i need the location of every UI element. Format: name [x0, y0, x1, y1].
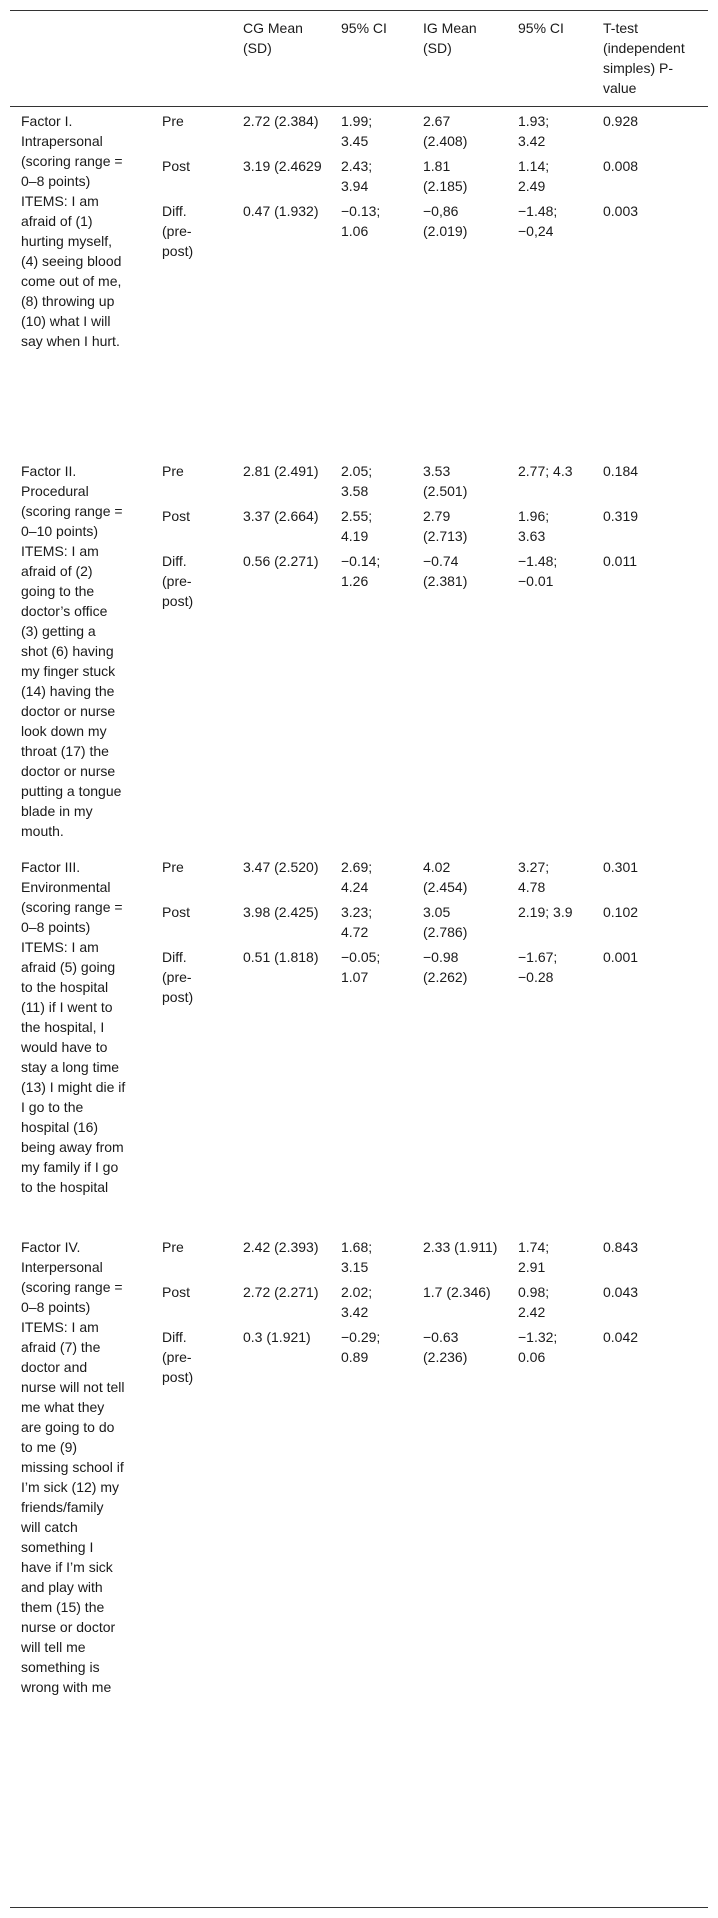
cg-mean-cell: 2.72 (2.384) [243, 113, 319, 129]
p-value-cell: 0.319 [603, 508, 639, 524]
factor-group-3 [10, 857, 708, 1229]
phase-cell: Diff. (pre-post) [162, 949, 194, 1005]
phase-cell: Diff. (pre-post) [162, 553, 194, 609]
ig-ci-cell: −1.67; −0.28 [518, 949, 558, 985]
ig-ci-cell: 1.74; 2.91 [518, 1239, 550, 1275]
ig-mean-cell: 3.53 (2.501) [423, 463, 468, 499]
ig-ci-cell: −1.48; −0.01 [518, 553, 558, 589]
ig-ci-cell: 0.98; 2.42 [518, 1284, 550, 1320]
cg-ci-cell: 2.55; 4.19 [341, 508, 373, 544]
ig-ci-cell: 2.19; 3.9 [518, 904, 573, 920]
table-header-row [10, 11, 708, 107]
ig-ci-cell: 1.96; 3.63 [518, 508, 550, 544]
cg-ci-cell: −0.13; 1.06 [341, 203, 381, 239]
cg-mean-cell: 0.51 (1.818) [243, 949, 319, 965]
ig-mean-cell: 2.79 (2.713) [423, 508, 468, 544]
cg-mean-cell: 3.37 (2.664) [243, 508, 319, 524]
cg-mean-cell: 0.47 (1.932) [243, 203, 319, 219]
factor-label: Factor III. Environmental (scoring range = 0–8 points) ITEMS: I am afraid (5) going to the hospital (11) if I went to the hospital, I would have to stay a long time (13) I might die if I go to the hospital (16) being away from my family if I go to the hospital [21, 859, 126, 1195]
cg-ci-cell: 2.02; 3.42 [341, 1284, 373, 1320]
header-ig-mean: IG Mean (SD) [423, 20, 477, 56]
cg-ci-cell: −0.29; 0.89 [341, 1329, 381, 1365]
ig-mean-cell: −0,86 (2.019) [423, 203, 468, 239]
cg-mean-cell: 2.81 (2.491) [243, 463, 319, 479]
phase-cell: Pre [162, 859, 184, 875]
p-value-cell: 0.102 [603, 904, 639, 920]
ig-ci-cell: 1.14; 2.49 [518, 158, 550, 194]
cg-mean-cell: 3.47 (2.520) [243, 859, 319, 875]
cg-ci-cell: 2.05; 3.58 [341, 463, 373, 499]
factor-group-2 [10, 461, 708, 857]
header-p-value: T-test (independent simples) P-value [603, 20, 685, 96]
cg-ci-cell: −0.05; 1.07 [341, 949, 381, 985]
phase-cell: Diff. (pre-post) [162, 203, 194, 259]
p-value-cell: 0.042 [603, 1329, 639, 1345]
ig-mean-cell: −0.74 (2.381) [423, 553, 468, 589]
cg-ci-cell: 2.69; 4.24 [341, 859, 373, 895]
ig-ci-cell: 2.77; 4.3 [518, 463, 573, 479]
factor-group-1 [10, 111, 708, 446]
ig-ci-cell: 3.27; 4.78 [518, 859, 550, 895]
factor-group-4 [10, 1237, 708, 1695]
phase-cell: Post [162, 158, 191, 174]
phase-cell: Post [162, 508, 191, 524]
phase-cell: Post [162, 1284, 191, 1300]
phase-cell: Diff. (pre-post) [162, 1329, 194, 1385]
results-table [10, 10, 708, 1908]
cg-ci-cell: 1.68; 3.15 [341, 1239, 373, 1275]
cg-mean-cell: 2.72 (2.271) [243, 1284, 319, 1300]
factor-label: Factor IV. Interpersonal (scoring range = 0–8 points) ITEMS: I am afraid (7) the doctor and nurse will not tell me what they are going to do to me (9) missing school if I’m sick (12) my friends/family will catch something I have if I’m sick and play with them (15) the nurse or doctor will tell me something is wrong with me [21, 1239, 125, 1695]
p-value-cell: 0.003 [603, 203, 639, 219]
p-value-cell: 0.928 [603, 113, 639, 129]
cg-ci-cell: −0.14; 1.26 [341, 553, 381, 589]
ig-mean-cell: 1.81 (2.185) [423, 158, 468, 194]
ig-mean-cell: 4.02 (2.454) [423, 859, 468, 895]
ig-ci-cell: −1.48; −0,24 [518, 203, 558, 239]
cg-mean-cell: 0.3 (1.921) [243, 1329, 311, 1345]
ig-mean-cell: 3.05 (2.786) [423, 904, 468, 940]
cg-ci-cell: 3.23; 4.72 [341, 904, 373, 940]
phase-cell: Pre [162, 463, 184, 479]
ig-ci-cell: −1.32; 0.06 [518, 1329, 558, 1365]
ig-ci-cell: 1.93; 3.42 [518, 113, 550, 149]
p-value-cell: 0.008 [603, 158, 639, 174]
ig-mean-cell: 1.7 (2.346) [423, 1284, 491, 1300]
phase-cell: Pre [162, 1239, 184, 1255]
header-cg-mean: CG Mean (SD) [243, 20, 303, 56]
factor-label: Factor I. Intrapersonal (scoring range = 0–8 points) ITEMS: I am afraid of (1) hurting myself, (4) seeing blood come out of me, (8) throwing up (10) what I will say when I hurt. [21, 113, 123, 349]
p-value-cell: 0.011 [603, 553, 637, 569]
ig-mean-cell: −0.98 (2.262) [423, 949, 468, 985]
p-value-cell: 0.843 [603, 1239, 639, 1255]
cg-mean-cell: 2.42 (2.393) [243, 1239, 319, 1255]
cg-mean-cell: 3.19 (2.4629 [243, 158, 322, 174]
p-value-cell: 0.001 [603, 949, 639, 965]
ig-mean-cell: 2.67 (2.408) [423, 113, 468, 149]
ig-mean-cell: −0.63 (2.236) [423, 1329, 468, 1365]
phase-cell: Pre [162, 113, 184, 129]
cg-mean-cell: 3.98 (2.425) [243, 904, 319, 920]
p-value-cell: 0.184 [603, 463, 639, 479]
cg-mean-cell: 0.56 (2.271) [243, 553, 319, 569]
p-value-cell: 0.301 [603, 859, 639, 875]
factor-label: Factor II. Procedural (scoring range = 0–10 points) ITEMS: I am afraid of (2) going to the doctor’s office (3) getting a shot (6) having my finger stuck (14) having the doctor or nurse look down my throat (17) the doctor or nurse putting a tongue blade in my mouth. [21, 463, 123, 839]
cg-ci-cell: 1.99; 3.45 [341, 113, 373, 149]
ig-mean-cell: 2.33 (1.911) [423, 1239, 498, 1255]
header-ig-ci: 95% CI [518, 20, 564, 36]
p-value-cell: 0.043 [603, 1284, 639, 1300]
phase-cell: Post [162, 904, 191, 920]
cg-ci-cell: 2.43; 3.94 [341, 158, 373, 194]
header-cg-ci: 95% CI [341, 20, 387, 36]
